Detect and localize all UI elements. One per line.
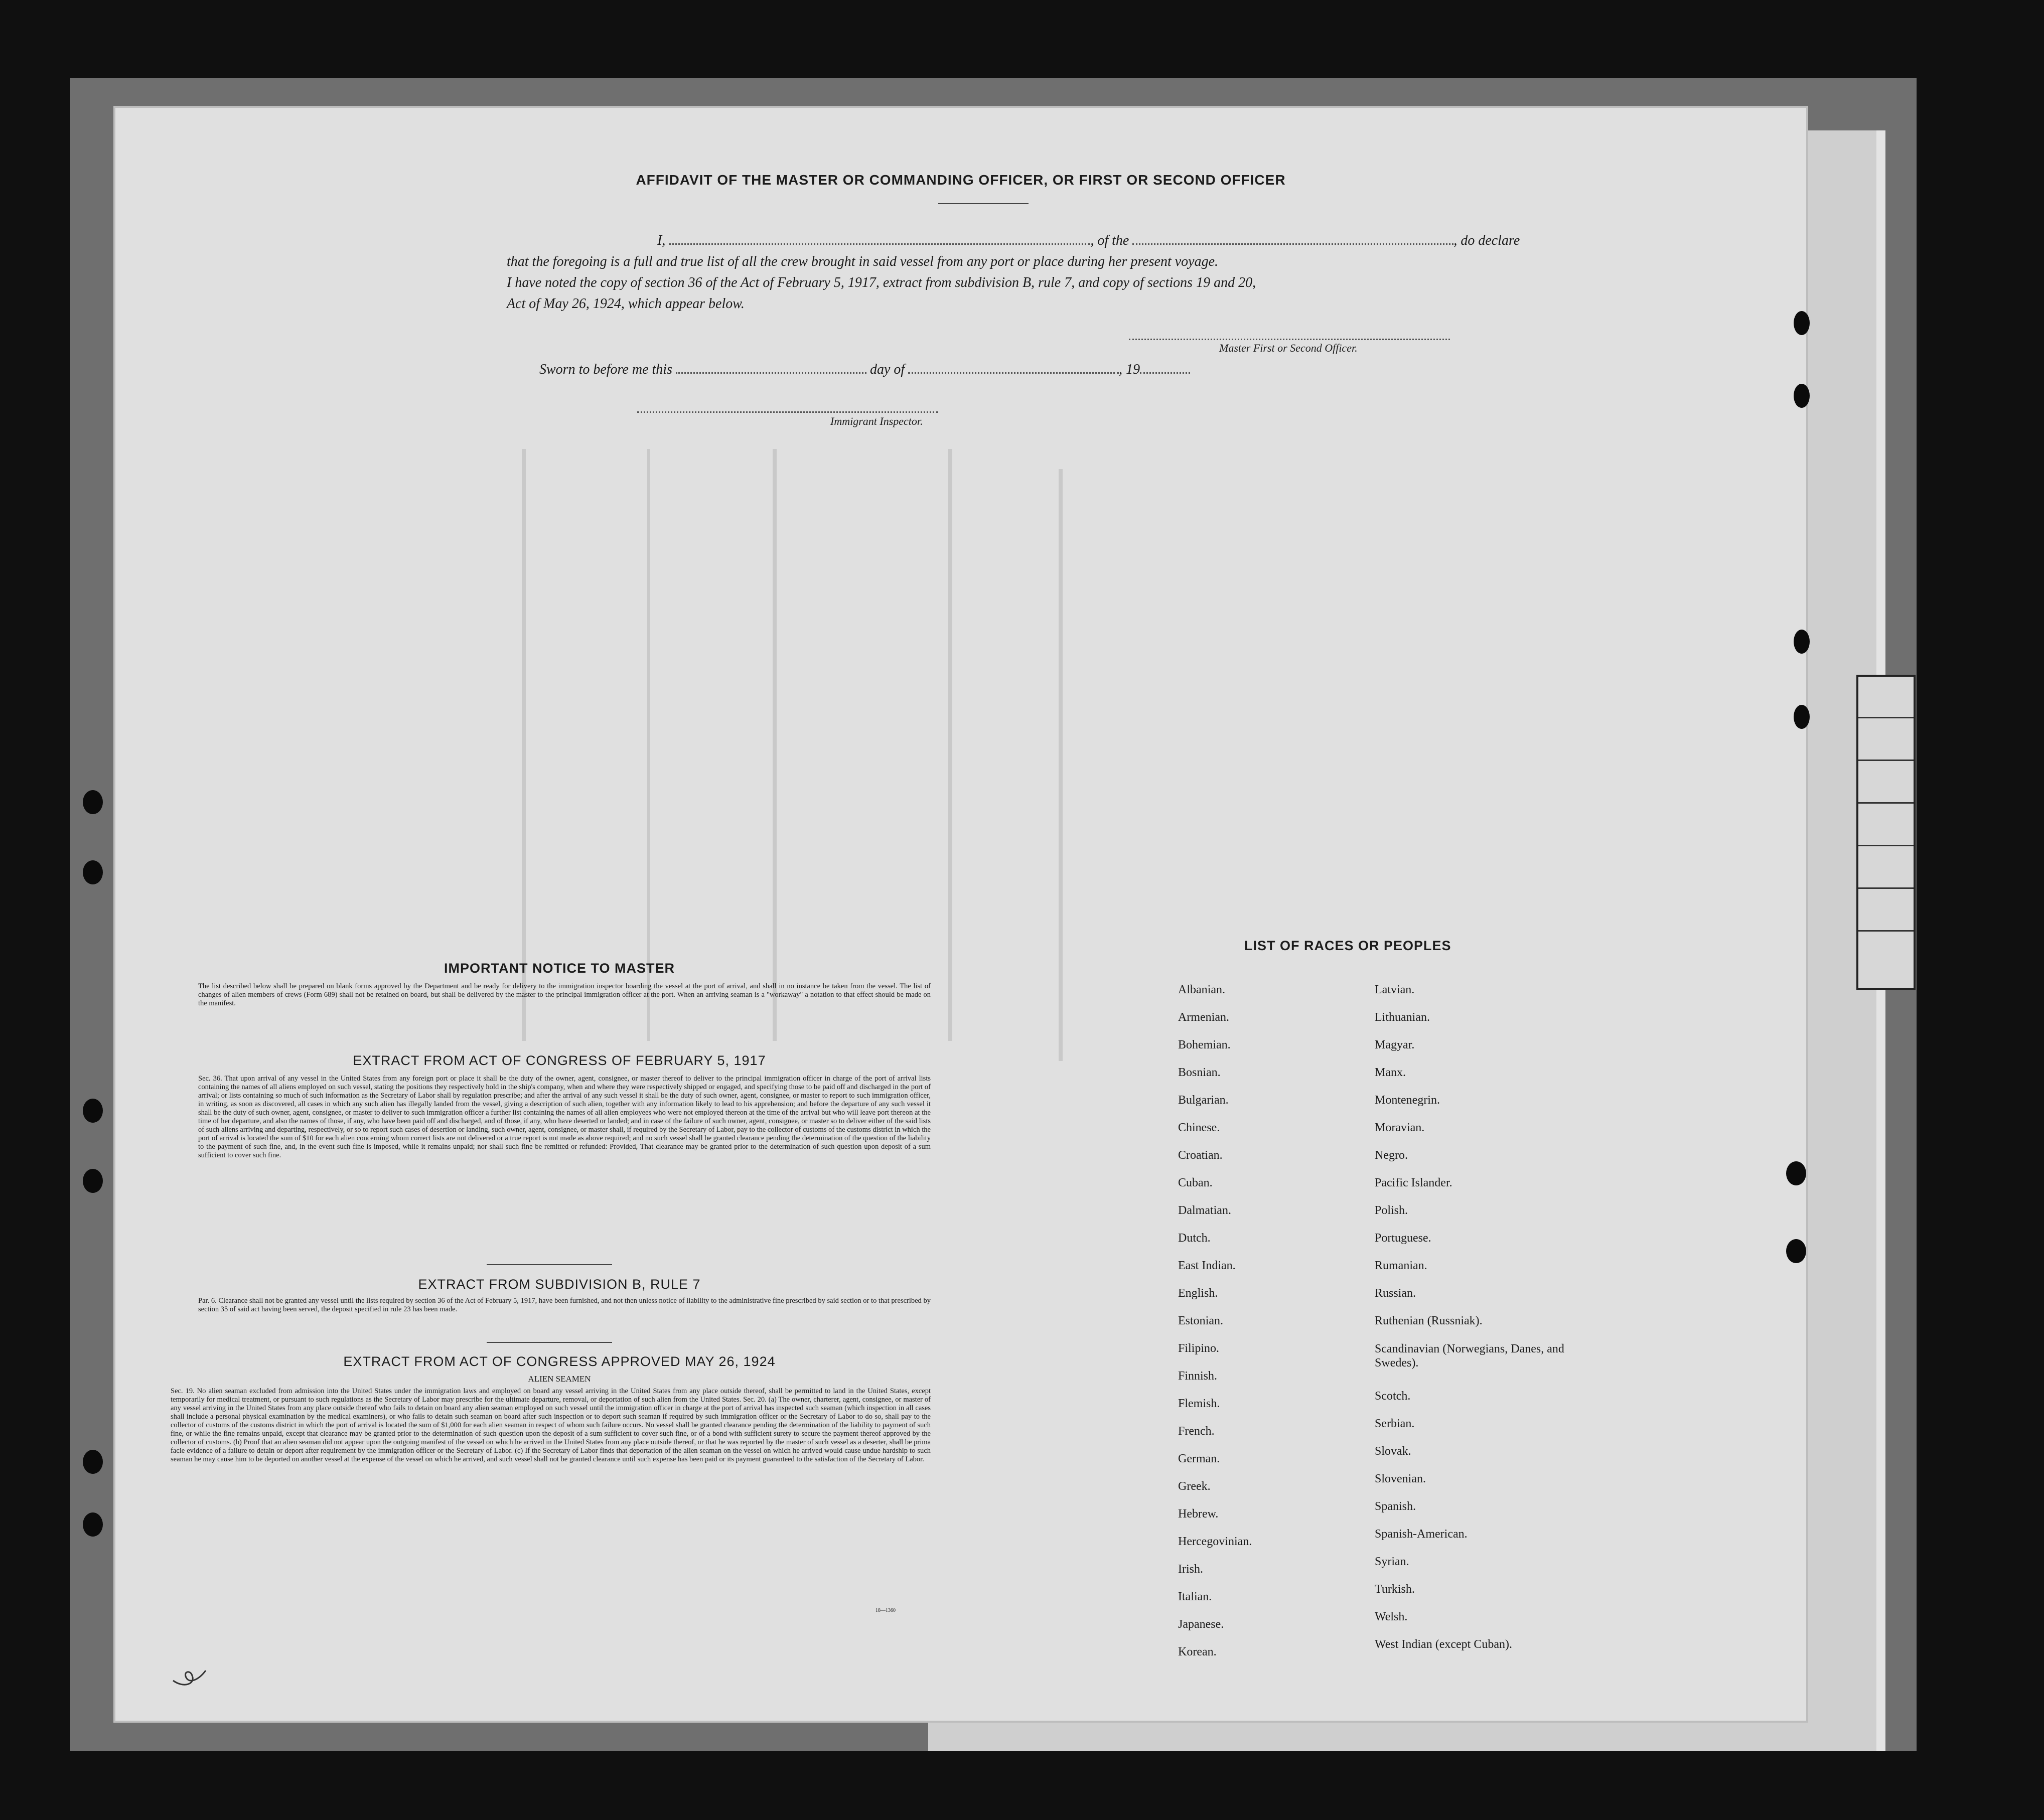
name-blank[interactable] <box>669 243 1090 245</box>
sworn-label: Sworn to before me this <box>539 362 672 377</box>
race-item: Dalmatian. <box>1178 1204 1231 1217</box>
affidavit-i: I, <box>657 233 666 248</box>
divider <box>487 1342 612 1343</box>
month-blank[interactable] <box>908 372 1119 374</box>
race-item: Cuban. <box>1178 1176 1213 1189</box>
year-blank[interactable] <box>1140 372 1190 374</box>
race-item: Greek. <box>1178 1480 1211 1493</box>
race-item: Japanese. <box>1178 1618 1224 1631</box>
master-caption: Master First or Second Officer. <box>1219 342 1358 354</box>
divider <box>487 1264 612 1265</box>
affidavit-line1 <box>542 231 1585 251</box>
race-item: Dutch. <box>1178 1232 1211 1245</box>
form-number: 18—1360 <box>875 1608 896 1613</box>
race-item: Scotch. <box>1375 1390 1411 1403</box>
punch-hole <box>83 860 103 884</box>
race-item: Finnish. <box>1178 1370 1218 1383</box>
notice-text: The list described below shall be prepared on blank forms approved by the Department and be ready for delivery to the immigration inspector boarding the vessel at the port of arrival, and shall in no instance be taken from the vessel. The list of changes of alien members of crews (Form 689) shall not be retained on board, but shall be delivered by the master to the principal immigration officer at the port. When an arriving seaman is a "workaway" a notation to that effect should be made on the manifest. <box>198 982 931 1007</box>
race-item: Albanian. <box>1178 983 1225 996</box>
race-item: Serbian. <box>1375 1417 1415 1430</box>
race-item: Syrian. <box>1375 1555 1409 1568</box>
races-column-1 <box>1178 983 1252 1673</box>
race-item: English. <box>1178 1287 1218 1300</box>
race-item: Slovenian. <box>1375 1472 1426 1485</box>
punch-hole <box>1794 384 1810 408</box>
race-item: Italian. <box>1178 1590 1212 1603</box>
form-page <box>115 108 1806 1721</box>
race-item: Polish. <box>1375 1204 1408 1217</box>
punch-hole <box>1786 1161 1806 1185</box>
punch-hole <box>83 1099 103 1123</box>
race-item: Montenegrin. <box>1375 1094 1440 1107</box>
race-item: Croatian. <box>1178 1149 1223 1162</box>
affidavit-title: AFFIDAVIT OF THE MASTER OR COMMANDING OFFICER, OR FIRST OR SECOND OFFICER <box>636 172 1286 188</box>
race-item: Bohemian. <box>1178 1038 1231 1051</box>
sworn-line <box>539 360 1392 380</box>
race-item: Chinese. <box>1178 1121 1220 1134</box>
punch-hole <box>1794 311 1810 335</box>
race-item: East Indian. <box>1178 1259 1236 1272</box>
punch-hole <box>83 790 103 814</box>
race-item: Armenian. <box>1178 1011 1229 1024</box>
race-item: West Indian (except Cuban). <box>1375 1638 1512 1651</box>
race-item: Magyar. <box>1375 1038 1415 1051</box>
race-item: Spanish-American. <box>1375 1528 1468 1541</box>
race-item: Manx. <box>1375 1066 1406 1079</box>
affidavit-of-the: , of the <box>1090 233 1129 248</box>
race-item: German. <box>1178 1452 1220 1465</box>
year-label: , 19 <box>1119 362 1140 377</box>
punch-hole <box>83 1512 103 1537</box>
race-item: French. <box>1178 1425 1215 1438</box>
race-item: Korean. <box>1178 1645 1217 1658</box>
affidavit-line4: Act of May 26, 1924, which appear below. <box>507 296 745 312</box>
affidavit-declare: , do declare <box>1453 233 1520 248</box>
punch-hole <box>83 1169 103 1193</box>
race-item: Irish. <box>1178 1563 1203 1576</box>
race-item: Bulgarian. <box>1178 1094 1229 1107</box>
punch-hole <box>83 1450 103 1474</box>
inspector-caption: Immigrant Inspector. <box>830 415 923 427</box>
divider <box>938 203 1029 204</box>
inspector-signature-line[interactable] <box>637 411 938 413</box>
race-item: Spanish. <box>1375 1500 1416 1513</box>
affidavit-line2: that the foregoing is a full and true list of all the crew brought in said vessel from any port or place during her present voyage. <box>507 254 1219 269</box>
notice-title: IMPORTANT NOTICE TO MASTER <box>444 961 675 976</box>
punch-hole <box>1794 630 1810 654</box>
day-of-label: day of <box>869 362 905 377</box>
rule7-title: EXTRACT FROM SUBDIVISION B, RULE 7 <box>418 1277 701 1292</box>
alien-seamen-subtitle: ALIEN SEAMEN <box>528 1374 591 1384</box>
race-item: Flemish. <box>1178 1397 1220 1410</box>
extract-1924-title: EXTRACT FROM ACT OF CONGRESS APPROVED MAY 26, 1924 <box>343 1354 776 1369</box>
races-title: LIST OF RACES OR PEOPLES <box>1244 938 1451 953</box>
race-item: Welsh. <box>1375 1610 1408 1623</box>
races-column-2 <box>1375 983 1585 1665</box>
extract-1917-text: Sec. 36. That upon arrival of any vessel in the United States from any foreign port or place it shall be the duty of the owner, agent, consignee, or master thereof to deliver to the principal immigration officer in charge of the port of arrival lists containing the names of all aliens employed on such vessel, stating the positions they respectively hold in the ship's company, when and where they were respectively shipped or engaged, and specifying those to be paid off and discharged in the port of arrival; or lists containing so much of such information as the Secretary of Labor shall by regulation prescribe; and after the arrival of any such vessel it shall be the duty of such owner, agent, consignee, or master to report to such immigration officer, in writing, as soon as discovered, all cases in which any such alien has illegally landed from the vessel, giving a description of such alien, together with any information likely to lead to his apprehension; and before the departure of any such vessel it shall be the duty of such owner, agent, consignee, or master to deliver to such immigration officer a further list containing the names of all alien employees who were not employed thereon at the time of the arrival but who will leave port thereon at the time of her departure, and also the names of those, if any, who have been paid off and discharged, and of those, if any, who have deserted or landed; and in case of the failure of such owner, agent, consignee, or master so to deliver either of the said lists of such aliens arriving and departing, respectively, or so to report such cases of desertion or landing, such owner, agent, consignee, or master shall, if required by the Secretary of Labor, pay to the collector of customs of the customs district in which the port of arrival is located the sum of $10 for each alien concerning whom correct lists are not delivered or a true report is not made as above required; and no such vessel shall be granted clearance pending the determination of the question of the liability to the payment of such fine, and, in the event such fine is imposed, while it remains unpaid; nor shall such fine be remitted or refunded: Provided, That clearance may be granted prior to the determination of such question upon deposit of a sum sufficient to cover such fine. <box>198 1075 931 1159</box>
master-signature-line[interactable] <box>1129 339 1450 340</box>
race-item: Russian. <box>1375 1287 1416 1300</box>
vessel-blank[interactable] <box>1132 243 1453 245</box>
race-item: Negro. <box>1375 1149 1408 1162</box>
race-item: Bosnian. <box>1178 1066 1221 1079</box>
day-blank[interactable] <box>676 372 866 374</box>
race-item: Hebrew. <box>1178 1507 1219 1521</box>
affidavit-line3: I have noted the copy of section 36 of the Act of February 5, 1917, extract from subdivision B, rule 7, and copy of sections 19 and 20, <box>507 275 1256 290</box>
extract-1917-title: EXTRACT FROM ACT OF CONGRESS OF FEBRUARY 5, 1917 <box>353 1053 766 1068</box>
rule7-text: Par. 6. Clearance shall not be granted any vessel until the lists required by section 36 of the Act of February 5, 1917, have been furnished, and not then unless notice of liability to the administrative fine prescribed by said section or to that prescribed by section 35 of said act having been served, the deposit specified in rule 23 has been made. <box>198 1297 931 1313</box>
race-item: Latvian. <box>1375 983 1415 996</box>
race-item: Slovak. <box>1375 1445 1411 1458</box>
race-item: Lithuanian. <box>1375 1011 1430 1024</box>
extract-1924-text: Sec. 19. No alien seaman excluded from admission into the United States under the immigration laws and employed on board any vessel arriving in the United States from any place outside thereof, shall be permitted to land in the United States, except temporarily for medical treatment, or pursuant to such regulations as the Secretary of Labor may prescribe for the ultimate departure, removal, or deportation of such alien from the United States. Sec. 20. (a) The owner, charterer, agent, consignee, or master of any vessel arriving in the United States from any place outside thereof who fails to detain on board any alien seaman employed on such vessel until the immigration officer in charge at the port of arrival has inspected such seaman (which inspection in all cases shall include a personal physical examination by the medical examiners), or who fails to detain such seaman on board after such inspection or to deport such seaman if required by such immigration officer or the Secretary of Labor to do so, shall pay to the collector of customs of the customs district in which the port of arrival is located the sum of $1,000 for each alien seaman in respect of whom such failure occurs. No vessel shall be granted clearance pending the determination of the liability to payment of such fine, or while the fine remains unpaid, except that clearance may be granted prior to the determination of such question upon the deposit of a sum sufficient to cover such fine, or of a bond with sufficient surety to secure the payment thereof approved by the collector of customs. (b) Proof that an alien seaman did not appear upon the outgoing manifest of the vessel on which he arrived in the United States from any place outside thereof, or that he was reported by the master of such vessel as a deserter, shall be prima facie evidence of a failure to detain or deport after requirement by the immigration officer or the Secretary of Labor. (c) If the Secretary of Labor finds that deportation of the alien seaman on the vessel on which he arrived would cause undue hardship to such seaman he may cause him to be deported on another vessel at the expense of the vessel on which he arrived, and such vessel shall not be granted clearance until such expense has been paid or its payment guaranteed to the satisfaction of the Secretary of Labor. <box>171 1387 931 1463</box>
punch-hole <box>1794 705 1810 729</box>
pencil-mark <box>168 1660 208 1691</box>
race-item: Estonian. <box>1178 1314 1223 1327</box>
race-item: Hercegovinian. <box>1178 1535 1252 1548</box>
punch-hole <box>1786 1239 1806 1263</box>
race-item: Scandinavian (Norwegians, Danes, and Swedes). <box>1375 1342 1564 1370</box>
race-item: Ruthenian (Russniak). <box>1375 1314 1483 1327</box>
race-item: Filipino. <box>1178 1342 1220 1355</box>
race-item: Turkish. <box>1375 1583 1415 1596</box>
race-item: Moravian. <box>1375 1121 1425 1134</box>
race-item: Rumanian. <box>1375 1259 1427 1272</box>
race-item: Pacific Islander. <box>1375 1176 1452 1189</box>
index-tab <box>1856 675 1916 990</box>
race-item: Portuguese. <box>1375 1232 1431 1245</box>
